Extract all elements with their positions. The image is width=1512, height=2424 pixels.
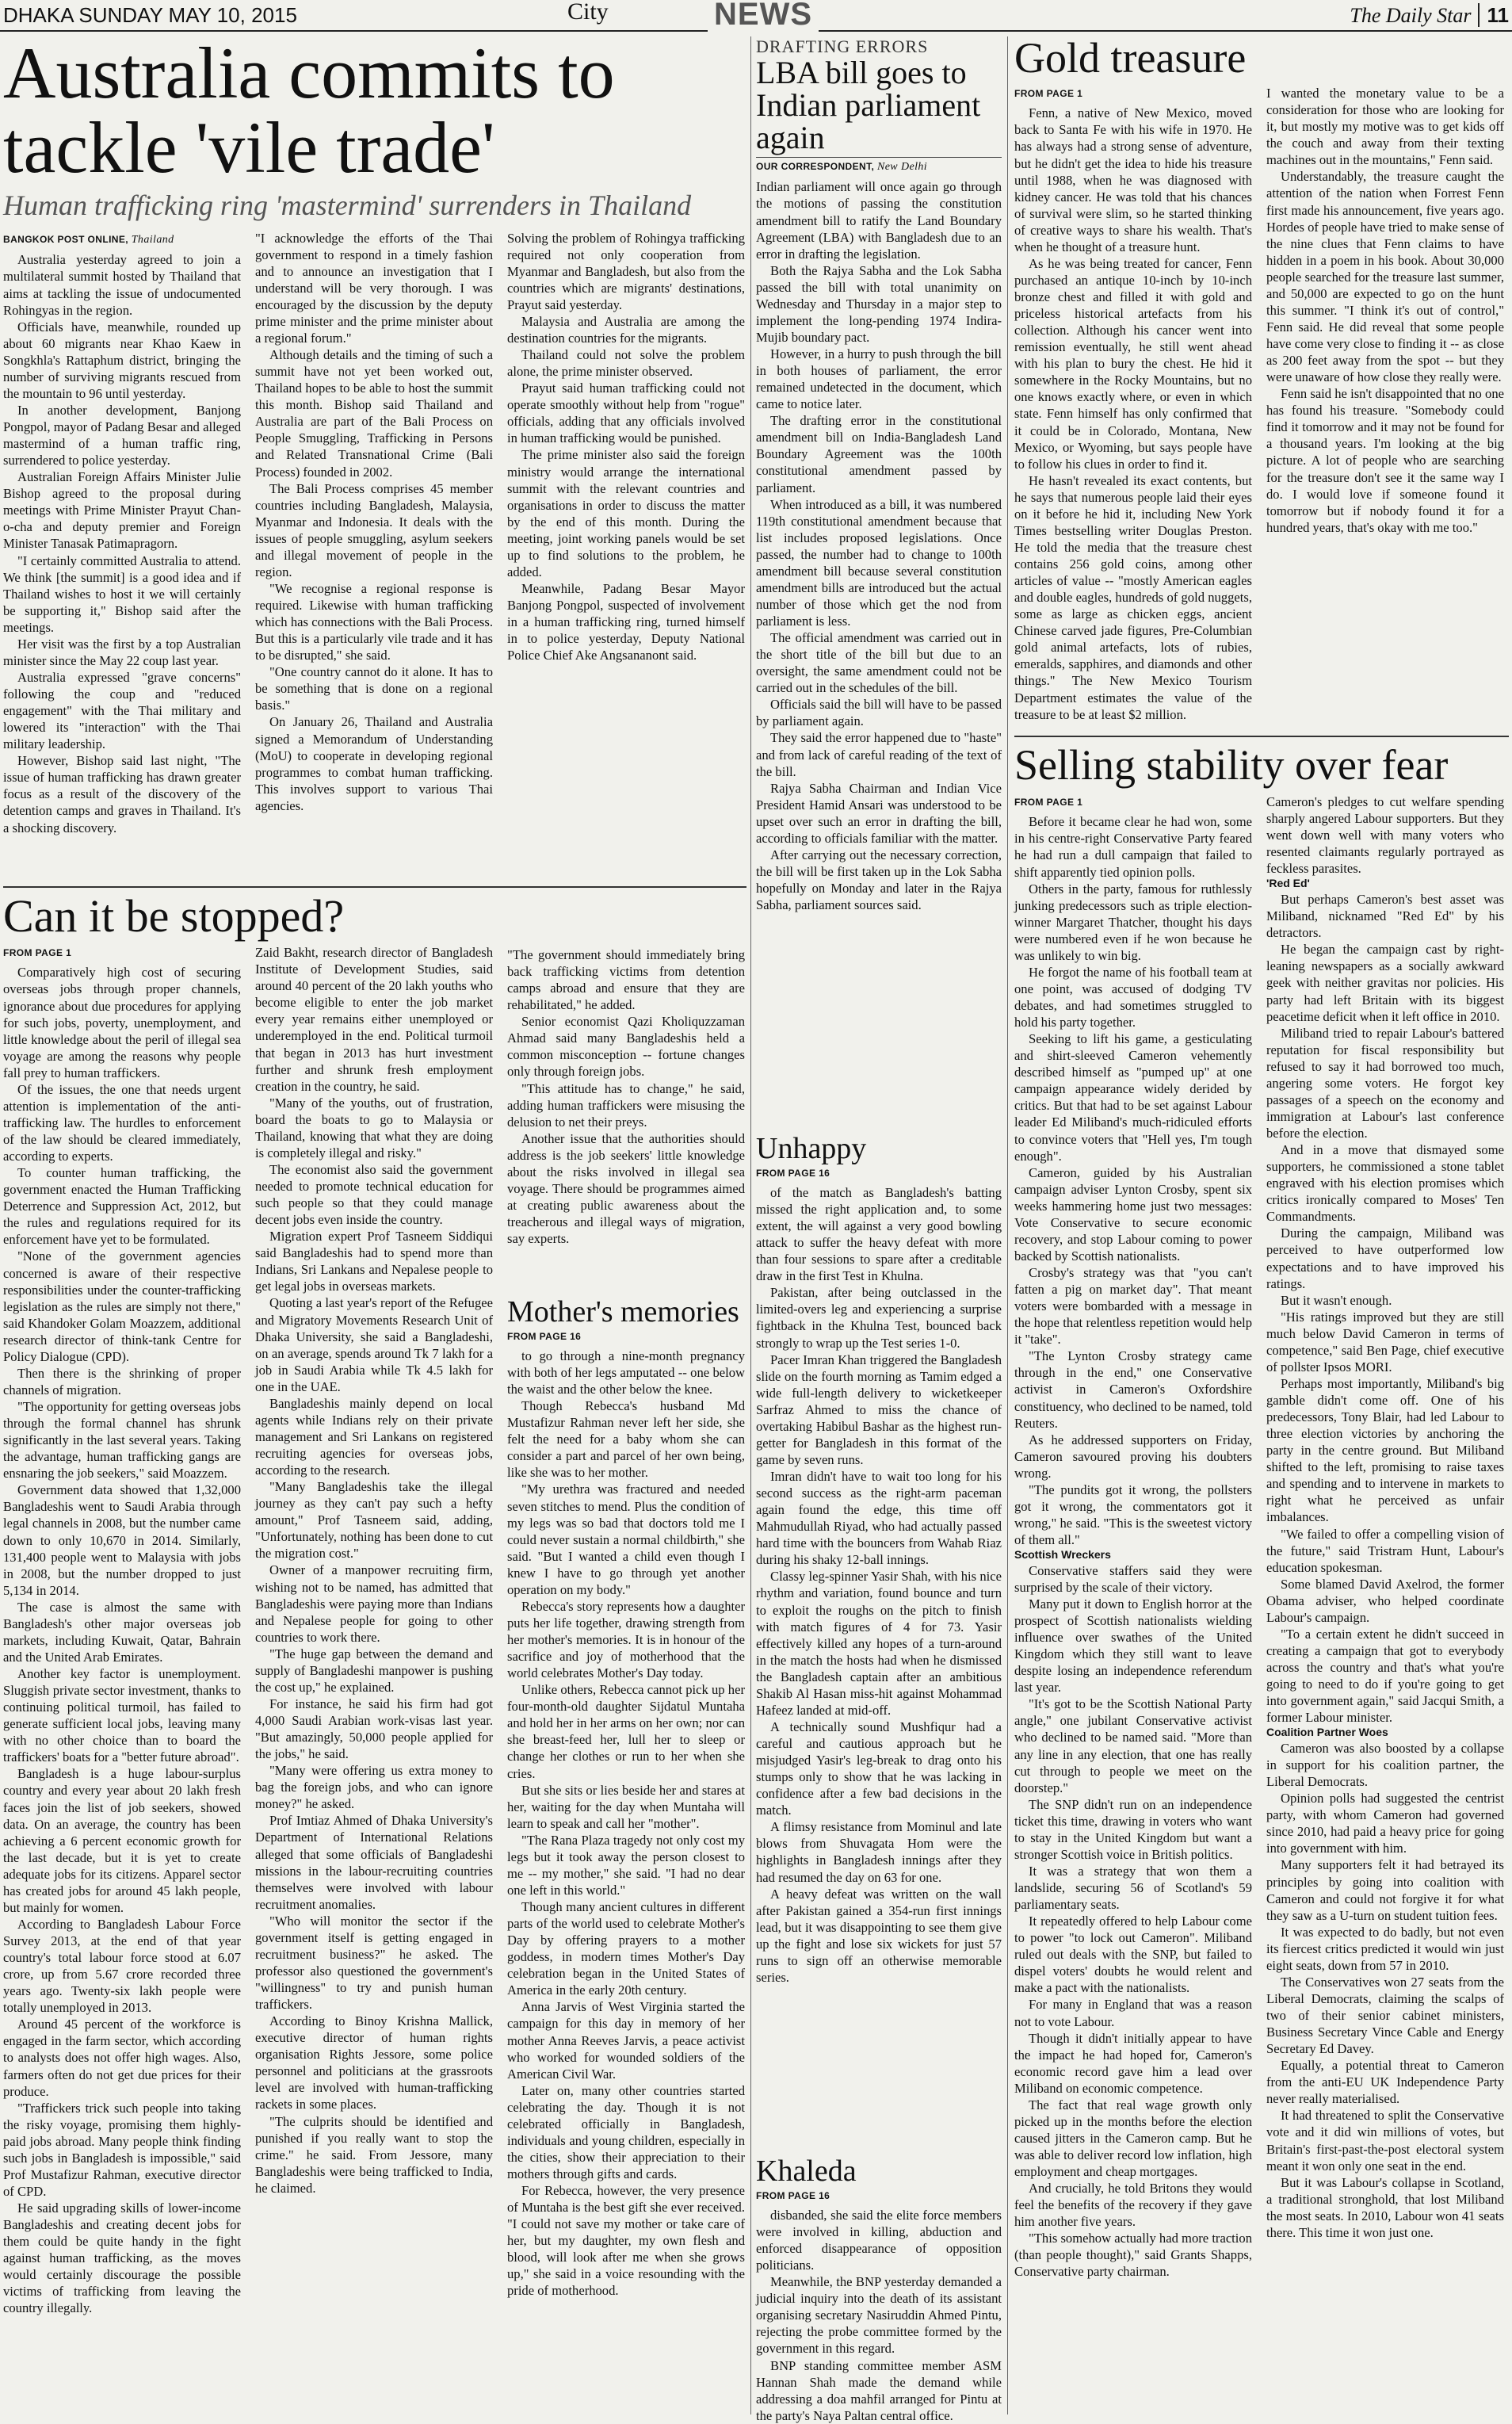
article-australia: [3, 32, 746, 908]
paragraph: Perhaps most importantly, Miliband's big gamble didn't come off. One of his predecessors, Tony Blair, had led Labour to three election victories by anchoring the party in the centre ground. But Miliband shifted to the left, promising to raise taxes and spending and to intervene in markets to right what he perceived as unfair imbalances.: [1266, 1375, 1504, 1525]
article-khaleda: [756, 2154, 1002, 2423]
paragraph: Comparatively high cost of securing overseas jobs through proper channels, ignorance about due procedures for applying for such jobs, poverty, unemployment, and little knowledge about the peril of illegal sea voyage are among the reasons why people fall prey to human traffickers.: [3, 965, 241, 1080]
paragraph: Australia yesterday agreed to join a multilateral summit hosted by Thailand that aims at tackling the issue of undocumented Rohingyas in the region.: [3, 252, 241, 318]
paragraph: A flimsy resistance from Mominul and late blows from Shuvagata Hom were the highlights in Bangladesh innings after they had resumed the day on 63 for one.: [756, 1819, 1002, 1885]
article-mothers: [507, 1297, 745, 2418]
byline-khaleda: FROM PAGE 16: [756, 2189, 830, 2201]
headline-mothers: Mother's memories: [507, 1295, 739, 1329]
paragraph: Officials have, meanwhile, rounded up about 60 migrants near Khao Kaew in Songkhla's Rattaphum district, bringing the number of surviving migrants rescued from the mountain to 96 until yesterday.: [3, 319, 241, 401]
byline-australia: [3, 233, 241, 247]
kicker-lba: DRAFTING ERRORS: [756, 36, 929, 56]
divider: [1014, 736, 1509, 737]
paragraph: For instance, he said his firm had got 4,000 Saudi Arabian work-visas last year. "But amazingly, 50,000 people applied for the jobs," he said.: [255, 1696, 493, 1762]
subhead: 'Red Ed': [1266, 877, 1310, 890]
headline-unhappy: Unhappy: [756, 1132, 867, 1165]
selling-columns: [1014, 793, 1509, 2411]
byline-australia-source: BANGKOK POST ONLINE,: [3, 233, 129, 245]
paragraph: BNP standing committee member ASM Hannan Shah made the demand while addressing a doa mahfil arranged for Pintu at the party's Naya Paltan central office.: [756, 2357, 1002, 2423]
paragraph: It was a strategy that won them a landslide, securing 56 of Scotland's 59 parliamentary seats.: [1014, 1863, 1252, 1913]
byline-lba-location: New Delhi: [876, 161, 928, 174]
paragraph: Senior economist Qazi Kholiquzzaman Ahmad said many Bangladeshis held a common misconception -- fortune changes only through foreign jobs.: [507, 1014, 745, 1080]
paragraph: Some blamed David Axelrod, the former Obama adviser, who helped coordinate Labour's campaign.: [1266, 1576, 1504, 1625]
paragraph: Bangladeshis mainly depend on local agents while Indians rely on their private management and Sri Lankans on registered recruiting agencies for overseas jobs, according to the research.: [255, 1395, 493, 1478]
paragraph: Before it became clear he had won, some in his centre-right Conservative Party feared he had run a dull campaign that failed to shift apparently tied opinion polls.: [1014, 814, 1252, 880]
paragraph: Unlike others, Rebecca cannot pick up her four-month-old daughter Sijdatul Muntaha and hold her in her arms on her own; nor can she breast-feed her, lull her to sleep or change her clothes or run to her when she cries.: [507, 1682, 745, 1781]
paragraph: "This attitude has to change," he said, adding human traffickers were misusing the delusion to net their preys.: [507, 1080, 745, 1130]
paragraph: Equally, a potential threat to Cameron from the anti-EU UK Independence Party never really materialised.: [1266, 2058, 1504, 2107]
paragraph: Quoting a last year's report of the Refugee and Migratory Movements Research Unit of Dhaka University, she said a Bangladeshi, on an average, spends around Tk 7 lakh for a job in Saudi Arabia while Tk 4.5 lakh for one in the UAE.: [255, 1295, 493, 1394]
paragraph: And crucially, he told Britons they would feel the benefits of the recovery if they gave him another five years.: [1014, 2181, 1252, 2230]
australia-columns: [3, 230, 746, 905]
byline-lba: [756, 157, 1002, 174]
subhead: Coalition Partner Woes: [1266, 1726, 1388, 1739]
gold-columns: [1014, 85, 1509, 728]
paragraph: He began the campaign cast by right-leaning newspapers as a socially awkward geek with neither gravitas nor policies. His party had left Britain with its biggest peacetime deficit when it left office in 2010.: [1266, 942, 1504, 1024]
article-gold: [1014, 36, 1509, 734]
stopped-col-1: [3, 944, 241, 2407]
paragraph: They said the error happened due to "haste" and from lack of careful reading of the text of the bill.: [756, 730, 1002, 779]
paragraph: For Rebecca, however, the very presence of Muntaha is the best gift she ever received. "I could not save my mother or take care of her, but my daughter, my own flesh and blood, will look after me when she grows up," she said in a voice resounding with the pride of motherhood.: [507, 2183, 745, 2299]
paragraph: Prof Imtiaz Ahmed of Dhaka University's Department of International Relations alleged that some officials of Bangladeshi missions in the labour-recruiting countries themselves were involved with labour recruitment anomalies.: [255, 1813, 493, 1912]
paragraph: "The Lynton Crosby strategy came through in the end," one Conservative activist in Cameron's Oxfordshire constituency, who declined to be named, told Reuters.: [1014, 1348, 1252, 1431]
paragraph: The prime minister also said the foreign ministry would arrange the international summit with the relevant countries and organisations in order to discuss the matter by the end of this month. During the meeting, joint working panels would be set up to find solutions to the problem, he added.: [507, 447, 745, 579]
byline-selling: FROM PAGE 1: [1014, 797, 1083, 809]
paragraph: Thailand could not solve the problem alone, the prime minister observed.: [507, 347, 745, 380]
paragraph: But it was Labour's collapse in Scotland, a traditional stronghold, that lost Miliband the most seats. In 2010, Labour won 41 seats there. This time it won just one.: [1266, 2174, 1504, 2240]
byline-australia-location: Thailand: [131, 233, 174, 246]
paragraph: Both the Rajya Sabha and the Lok Sabha passed the bill with total unanimity on Wednesday and Thursday in a major step to implement the long-pending 1974 Indira-Mujib boundary pact.: [756, 262, 1002, 345]
paragraph: The SNP didn't run on an independence ticket this time, drawing in voters who want to stay in the United Kingdom but want a stronger Scottish voice in British politics.: [1014, 1796, 1252, 1862]
paragraph: "The culprits should be identified and punished if you really want to stop the crime." he said. From Jessore, many Bangladeshis were being trafficked to India, he claimed.: [255, 2113, 493, 2196]
paragraph: "I certainly committed Australia to attend. We think [the summit] is a good idea and if Thailand wishes to host it we will certainly be supporting it," Bishop said after the meetings.: [3, 552, 241, 635]
byline-lba-source: OUR CORRESPONDENT,: [756, 161, 875, 173]
paper-name: [1350, 3, 1509, 28]
paragraph: "We recognise a regional response is required. Likewise with human trafficking which has connections with the Bali Process. But this is a particularly vile trade and it has to be disrupted," she said.: [255, 580, 493, 663]
paragraph: To counter human trafficking, the government enacted the Human Trafficking Deterrence and Suppression Act, 2012, but the rules and regulations required for its enforcement have yet to be formulated.: [3, 1165, 241, 1248]
column-rule: [1007, 36, 1008, 2414]
paragraph: "Many of the youths, out of frustration, board the boats to go to Malaysia or Thailand, knowing that what they are doing is completely illegal and risky.": [255, 1095, 493, 1160]
selling-col-2: [1266, 793, 1504, 2411]
paragraph: Miliband tried to repair Labour's battered reputation for fiscal responsibility but refused to say it had borrowed too much, angering some voters. He forgot key passages of a speech on the economy and immigration at Labour's last conference before the election.: [1266, 1025, 1504, 1141]
paragraph: A heavy defeat was written on the wall after Pakistan gained a 354-run first innings lead, but it was disappointing to see them give up the fight and lose six wickets for just 57 runs to sign off an otherwise memorable series.: [756, 1886, 1002, 1985]
stopped-col-3: [507, 946, 745, 1295]
paragraph: However, Bishop said last night, "The issue of human trafficking has drawn greater focus as a result of the discovery of the detention camps and graves in Thailand. It's a shocking discovery.: [3, 753, 241, 835]
paragraph: "The pundits got it wrong, the pollsters got it wrong, the commentators got it wrong," he said. "This is the sweetest victory of them all.": [1014, 1482, 1252, 1547]
paragraph: Later on, many other countries started celebrating the day. Though it is not celebrated officially in Bangladesh, individuals and young children, especially in the cities, show their appreciation to their mothers through gifts and cards.: [507, 2082, 745, 2182]
stopped-col-2: [255, 944, 493, 2407]
paragraph: Understandably, the treasure caught the attention of the nation when Forrest Fenn first made his announcement, five years ago. Hordes of people have tried to make sense of the nine clues that Fenn claims to have hidden in a poem in his book. About 30,000 people searched for the treasure last summer, and 50,000 are expected to go on the hunt this summer. "I think it's out of control," Fenn said. He did reveal that some people have come very close to finding it -- as close as 200 feet away from the spot -- but they were unaware of how close they really were.: [1266, 169, 1504, 385]
lba-col: [756, 178, 1002, 1114]
paragraph: In another development, Banjong Pongpol, mayor of Padang Besar and alleged mastermind of a human traffic ring, surrendered to police yesterday.: [3, 402, 241, 468]
paragraph: And in a move that dismayed some supporters, he commissioned a stone tablet engraved with his election promises which critics ironically compared to Moses' Ten Commandments.: [1266, 1142, 1504, 1225]
paragraph: Opinion polls had suggested the centrist party, with whom Cameron had governed since 2010, had paid a heavy price for going into government with him.: [1266, 1791, 1504, 1856]
paragraph: Malaysia and Australia are among the destination countries for the migrants.: [507, 313, 745, 346]
paragraph: Anna Jarvis of West Virginia started the campaign for this day in memory of her mother Anna Reeves Jarvis, a peace activist who worked for wounded soldiers of the American Civil War.: [507, 1999, 745, 2082]
paragraph: Although details and the timing of such a summit have not yet been worked out, Thailand hopes to be able to host the summit this month. Bishop said Thailand and Australia are part of the Bali Process on People Smuggling, Trafficking in Persons and Related Transnational Crime (Bali Process) founded in 2002.: [255, 347, 493, 480]
headline-lba: LBA bill goes to Indian parliament again: [756, 55, 981, 155]
gold-col-2: [1266, 85, 1504, 728]
stopped-columns: [3, 944, 501, 2407]
paragraph: Many supporters felt it had betrayed its principles by going into coalition with Cameron and could not forgive it for what they saw as a U-turn on student tuition fees.: [1266, 1857, 1504, 1923]
byline-unhappy: FROM PAGE 16: [756, 1167, 830, 1179]
paragraph: "My urethra was fractured and needed seven stitches to mend. Plus the condition of my legs was so bad that doctors told me I could never sustain a normal childbirth," she said. "But I wanted a child even though I knew I have to go through yet another operation on my body.": [507, 1482, 745, 1597]
paragraph: Cameron's pledges to cut welfare spending sharply angered Labour supporters. But they went down well with many voters who resented claimants regularly portrayed as feckless parasites.: [1266, 794, 1504, 877]
paragraph: He said upgrading skills of lower-income Bangladeshis and creating decent jobs for them could be quite handy in the fight against human trafficking, as the moves would certainly discourage the possible victims of trafficking from leaving the country illegally.: [3, 2200, 241, 2316]
paragraph: The economist also said the government needed to promote technical education for such people so that they could manage decent jobs even inside the country.: [255, 1161, 493, 1228]
paragraph: Around 45 percent of the workforce is engaged in the farm sector, which according to analysts does not offer high wages. Also, farmers often do not get due prices for their produce.: [3, 2017, 241, 2099]
subhead: Scottish Wreckers: [1014, 1548, 1111, 1562]
paragraph: The fact that real wage growth only picked up in the months before the election caused jitters in the Cameron camp. But he was able to deliver record low inflation, high employment and cheap mortgages.: [1014, 2097, 1252, 2180]
headline-stopped: Can it be stopped?: [3, 890, 345, 942]
selling-col-1: [1014, 793, 1252, 2411]
paragraph: "This somehow actually had more traction (than people thought)," said Grants Shapps, Conservative party chairman.: [1014, 2231, 1252, 2280]
deck-australia: Human trafficking ring 'mastermind' surrenders in Thailand: [3, 189, 692, 221]
paragraph: For many in England that was a reason not to vote Labour.: [1014, 1997, 1252, 2029]
paragraph: Officials said the bill will have to be passed by parliament again.: [756, 697, 1002, 729]
paragraph: Fenn, a native of New Mexico, moved back to Santa Fe with his wife in 1970. He has always had a strong sense of adventure, but he didn't get the idea to hide his treasure until 1988, when he was diagnosed with kidney cancer. He was told that his chances of survival were slim, so he started thinking of creative ways to share his wealth. That's when he thought of a treasure hunt.: [1014, 105, 1252, 254]
paragraph: Cameron, guided by his Australian campaign adviser Lynton Crosby, spent six weeks hammering home just two messages: Vote Conservative to secure economic recovery, and stop Labour coming to power backed by Scottish nationalists.: [1014, 1164, 1252, 1264]
paragraph: It repeatedly offered to help Labour come to power "to lock out Cameron". Miliband ruled out deals with the SNP, but failed to dispel voters' doubts he would relent and make a pact with the nationalists.: [1014, 1914, 1252, 1996]
headline-gold: Gold treasure: [1014, 34, 1247, 82]
byline-gold: FROM PAGE 1: [1014, 88, 1083, 100]
paragraph: During the campaign, Miliband was perceived to have outperformed low expectations and to have improved his ratings.: [1266, 1225, 1504, 1291]
paragraph: "To a certain extent he didn't succeed in creating a campaign that got to everybody across the country and that's what you're going to need to do if you're going to get into government again," said Jacqui Smith, a former Labour minister.: [1266, 1626, 1504, 1726]
article-unhappy: [756, 1134, 1002, 2156]
paragraph: He forgot the name of his football team at one point, was accused of dodging TV debates, and had sometimes struggled to hold his party together.: [1014, 964, 1252, 1030]
paragraph: Migration expert Prof Tasneem Siddiqui said Bangladeshis had to spend more than Indians, Sri Lankans and Nepalese people to get legal jobs in overseas markets.: [255, 1229, 493, 1294]
byline-stopped: FROM PAGE 1: [3, 947, 72, 959]
article-selling: [1014, 741, 1509, 2418]
stopped-continued: [507, 946, 745, 1295]
paragraph: Though it didn't initially appear to have the impact he had hoped for, Cameron's economic record gave him a lead over Miliband on economic competence.: [1014, 2030, 1252, 2096]
paragraph: As he was being treated for cancer, Fenn purchased an antique 10-inch by 10-inch bronze chest and filled it with gold and priceless historical artefacts from his collection. Although his cancer went into remission eventually, he still went ahead with his plan to bury the chest. He hid it somewhere in the Rocky Mountains, but no one knows exactly where, or even in which state. Fenn himself has only confirmed that it could be in Colorado, Montana, New Mexico, or Wyoming, but says people have to follow his clues in order to find it.: [1014, 255, 1252, 472]
paragraph: Rajya Sabha Chairman and Indian Vice President Hamid Ansari was understood to be upset over such an error in drafting the bill, according to officials familiar with the matter.: [756, 780, 1002, 846]
paragraph: Then there is the shrinking of proper channels of migration.: [3, 1365, 241, 1397]
paragraph: "It's got to be the Scottish National Party angle," one jubilant Conservative activist who declined to be named said. "More than any line in any election, that one has really cut through to people we meet on the doorstep.": [1014, 1696, 1252, 1795]
paragraph: Another key factor is unemployment. Sluggish private sector investment, thanks to continuing political turmoil, has failed to generate sufficient local jobs, leaving many with no other choice than to board the traffickers' boats for a "better future abroad".: [3, 1666, 241, 1765]
paragraph: Conservative staffers said they were surprised by the scale of their victory.: [1014, 1562, 1252, 1595]
paper-name-text: The Daily Star: [1350, 4, 1472, 27]
paragraph: of the match as Bangladesh's batting missed the right application and, to some extent, the will against a very good bowling attack to suffer the heavy defeat with more than four sessions to spare after a creditable draw in the first Test in Khulna.: [756, 1184, 1002, 1284]
paragraph: But it wasn't enough.: [1281, 1292, 1392, 1308]
mothers-col: [507, 1331, 745, 2409]
paragraph: "Many Bangladeshis take the illegal journey as they can't pay such a hefty amount," Prof Tasneem said, adding, "Unfortunately, nothing has been done to cut the migration cost.": [255, 1479, 493, 1562]
article-lba: [756, 36, 1002, 1130]
masthead: [0, 0, 1512, 32]
paragraph: disbanded, she said the elite force members were involved in killing, abduction and enforced disappearance of opposition politicians.: [756, 2207, 1002, 2273]
paragraph: "His ratings improved but they are still much below David Cameron in terms of competence," said Ben Page, chief executive of pollster Ipsos MORI.: [1266, 1309, 1504, 1374]
paragraph: Cameron was also boosted by a collapse in support for his coalition partner, the Liberal Democrats.: [1266, 1741, 1504, 1790]
gold-col-1: [1014, 85, 1252, 728]
paragraph: But she sits or lies beside her and stares at her, waiting for the day when Muntaha will learn to speak and call her "mother".: [507, 1782, 745, 1831]
paragraph: "Who will monitor the sector if the government itself is getting engaged in recruitment business?" he asked. The professor also questioned the government's "willingness" to try and punish human traffickers.: [255, 1913, 493, 2013]
paragraph: to go through a nine-month pregnancy with both of her legs amputated -- one below the waist and the other below the knee.: [507, 1348, 745, 1397]
paragraph: The official amendment was carried out in the short title of the bill but due to an oversight, the same amendment could not be carried out in the schedules of the bill.: [756, 630, 1002, 696]
australia-col-2: [255, 230, 493, 905]
paragraph: The case is almost the same with Bangladesh's other major overseas job markets, including Kuwait, Qatar, Bahrain and the United Arab Emirates.: [3, 1599, 241, 1665]
paragraph: Pakistan, after being outclassed in the limited-overs leg and experiencing a surprise fightback in the Khulna Test, bounced back strongly to wrap up the Test series 1-0.: [756, 1285, 1002, 1351]
paragraph: It was expected to do badly, but not even its fiercest critics predicted it would win just eight seats, down from 57 in 2010.: [1266, 1924, 1504, 1973]
paragraph: Solving the problem of Rohingya trafficking required not only cooperation from Myanmar and Bangladesh, but also from the countries which are migrants' destinations, Prayut said yesterday.: [507, 230, 745, 312]
paragraph: "We failed to offer a compelling vision of the future," said Tristram Hunt, Labour's education spokesman.: [1266, 1526, 1504, 1575]
paragraph: Of the issues, the one that needs urgent attention is implementation of the anti-trafficking law. The hurdles to enforcement of the law should be cleared immediately, according to experts.: [3, 1081, 241, 1164]
paragraph: He hasn't revealed its exact contents, but he says that numerous people laid their eyes on it before he hid it, including New York Times bestselling writer Douglas Preston. He told the media that the treasure chest contains 256 gold coins, among other articles of value -- "mostly American eagles and double eagles, hundreds of gold nuggets, some as large as chicken eggs, ancient Chinese carved jade figures, Pre-Columbian gold animal artefacts, lots of rubies, emeralds, sapphires, and diamonds and other things." The New Mexico Tourism Department estimates the value of the treasure to be at least $2 million.: [1014, 472, 1252, 722]
news-label: NEWS: [708, 0, 819, 32]
paragraph: Seeking to lift his game, a gesticulating and shirt-sleeved Cameron vehemently described himself as "pumped up" at one campaign appearance widely derided by critics. But that had to be set against Labour leader Ed Miliband's much-ridiculed efforts to convince voters that "Hell yes, I'm tough enough".: [1014, 1031, 1252, 1164]
paragraph: Though many ancient cultures in different parts of the world used to celebrate Mother's Day by offering prayers to a mother goddess, in modern times Mother's Day celebration began in the United States of America in the early 20th century.: [507, 1899, 745, 1998]
paragraph: Australia expressed "grave concerns" following the coup and "reduced engagement" with the Thai military and lowered its "interaction" with the Thai military leadership.: [3, 669, 241, 752]
paragraph: The Bali Process comprises 45 member countries including Bangladesh, Malaysia, Myanmar and Indonesia. It deals with the issues of people smuggling, asylum seekers and illegal movement of people in the region.: [255, 480, 493, 579]
paragraph: Australian Foreign Affairs Minister Julie Bishop agreed to the proposal during meetings with Prime Minister Prayut Chan-o-cha and deputy premier and Foreign Minister Tanasak Patimapragorn.: [3, 469, 241, 552]
khaleda-col: [756, 2189, 1002, 2423]
paragraph: Meanwhile, the BNP yesterday demanded a judicial inquiry into the death of its assistant organising secretary Nasiruddin Ahmed Pintu, rejecting the probe committee formed by the government in this regard.: [756, 2274, 1002, 2357]
paragraph: When introduced as a bill, it was numbered 119th constitutional amendment because that list includes proposed legislations. Once passed, the number had to change to 100th amendment bill because several constitution amendment bills are introduced but the actual number of those which get the nod from parliament is less.: [756, 496, 1002, 629]
paragraph: Indian parliament will once again go through the motions of passing the constitution amendment bill to ratify the Land Boundary Agreement (LBA) with Bangladesh due to an error in drafting the legislation.: [756, 179, 1002, 262]
headline-khaleda: Khaleda: [756, 2154, 857, 2188]
paragraph: The drafting error in the constitutional amendment bill on India-Bangladesh Land Boundary Agreement was the 100th constitutional amendment passed by parliament.: [756, 413, 1002, 495]
paragraph: Others in the party, famous for ruthlessly junking predecessors such as triple election-winner Margaret Thatcher, thought his days were numbered even if he won because he was unlikely to win big.: [1014, 881, 1252, 963]
paragraph: Fenn said he isn't disappointed that no one has found his treasure. "Somebody could find it tomorrow and it may not be found for a thousand years. I'm looking at the big picture. A lot of people who are searching for the treasure don't see it the same way I do. I would love if someone found it tomorrow but if nobody found it for a hundred years, that's okay with me too.": [1266, 386, 1504, 535]
paragraph: After carrying out the necessary correction, the bill will be first taken up in the Lok Sabha hopefully on Monday and later in the Rajya Sabha, parliament sources said.: [756, 847, 1002, 913]
paragraph: Crosby's strategy was that "you can't fatten a pig on market day". That meant voters were bombarded with a message in the hope that relentless repetition would help it "take".: [1014, 1265, 1252, 1348]
paragraph: Zaid Bakht, research director of Bangladesh Institute of Development Studies, said around 40 percent of the 20 lakh youths who become eligible to enter the job market every year remains either unemployed or underemployed in the end. Political turmoil that began in 2013 has hurt investment further and shrunk fresh employment creation in the country, he said.: [255, 945, 493, 1094]
paragraph: I wanted the monetary value to be a consideration for those who are looking for it, but mostly my motive was to get kids off the couch and away from their texting machines out in the mountains," Fenn said.: [1266, 86, 1504, 168]
paragraph: Rebecca's story represents how a daughter puts her life together, drawing strength from her mother's memories. It is in honour of the sacrifice and joy of motherhood that the world celebrates Mother's Day today.: [507, 1598, 745, 1681]
paragraph: A technically sound Mushfiqur had a careful and cautious approach but he misjudged Yasir's leg-break to drag onto his stumps only to show that he was lacking in confidence after a few bad decisions in the match.: [756, 1719, 1002, 1818]
paragraph: Meanwhile, Padang Besar Mayor Banjong Pongpol, suspected of involvement in a human trafficking ring, turned himself in to police yesterday, Deputy National Police Chief Ake Angsananont said.: [507, 580, 745, 663]
paragraph: According to Bangladesh Labour Force Survey 2013, at the end of that year country's total labour force stood at 6.07 crore, up from 5.67 crore recorded three years ago. Twenty-six lakh people were totally unemployed in 2013.: [3, 1916, 241, 2016]
australia-col-3: [507, 230, 745, 905]
headline-selling: Selling stability over fear: [1014, 741, 1449, 789]
column-rule: [750, 36, 751, 2414]
paragraph: Though Rebecca's husband Md Mustafizur Rahman never left her side, she felt the need for a baby whom she can consider a part and parcel of her own being, like she was to her mother.: [507, 1398, 745, 1481]
paragraph: As he addressed supporters on Friday, Cameron savoured proving his doubters wrong.: [1014, 1432, 1252, 1481]
byline-mothers: FROM PAGE 16: [507, 1330, 582, 1342]
paragraph: "None of the government agencies concerned is aware of their respective responsibilities under the counter-trafficking legislation as the rules are simply not there," said Khandoker Golam Moazzem, additional research director of think-tank Centre for Policy Dialogue (CPD).: [3, 1248, 241, 1364]
headline-australia: Australia commits to tackle 'vile trade': [3, 32, 615, 188]
paragraph: "The huge gap between the demand and supply of Bangladeshi manpower is pushing the cost up," he explained.: [255, 1646, 493, 1695]
paragraph: The Conservatives won 27 seats from the Liberal Democrats, claiming the scalps of two of their senior cabinet ministers, Business Secretary Vince Cable and Energy Secretary Ed Davey.: [1266, 1974, 1504, 2057]
paragraph: Government data showed that 1,32,000 Bangladeshis went to Saudi Arabia through legal channels in 2008, but the number came down to only 10,670 in 2014. Similarly, 131,400 people went to Malaysia with jobs in 2008, but the number dropped to just 5,134 in 2014.: [3, 1482, 241, 1598]
divider: [3, 886, 746, 888]
section-label: City: [567, 0, 609, 25]
paragraph: Imran didn't have to wait too long for his second success as the right-arm paceman again found the edge, this time off Mahmudullah Riyad, who had actually passed hard time with the bouncers from Wahab Riaz during his shaky 12-ball innings.: [756, 1469, 1002, 1568]
paragraph: Bangladesh is a huge labour-surplus country and every year about 20 lakh fresh faces join the list of job seekers, showed data. On an average, the country has been achieving a 6 percent economic growth for the last decade, but it is yet to create adequate jobs for its citizens. Apparel sector has created jobs for around 45 lakh people, but mainly for women.: [3, 1766, 241, 1915]
paragraph: Classy leg-spinner Yasir Shah, with his nice rhythm and variation, found bounce and turn to exploit the roughs on the pitch to finish with match figures of 4 for 73. Yasir effectively killed any hopes of a turn-around in the match the hosts had when he dismissed the Bangladesh captain after an ambitious Shakib Al Hasan miss-hit against Mohammad Hafeez landed at mid-off.: [756, 1569, 1002, 1718]
paragraph: "The opportunity for getting overseas jobs through the formal channel has shrunk significantly in the last several years. Taking the advantage, human trafficking gangs are ensnaring the job seekers," said Moazzem.: [3, 1399, 241, 1482]
paragraph: Her visit was the first by a top Australian minister since the May 22 coup last year.: [3, 636, 241, 668]
paragraph: According to Binoy Krishna Mallick, executive director of human rights organisation Rights Jessore, some police personnel and politicians at the grassroots level are involved with human-trafficking rackets in some places.: [255, 2013, 493, 2112]
paragraph: "The Rana Plaza tragedy not only cost my legs but it took away the person closest to me -- my mother," she said. "I had no dear one left in this world.": [507, 1832, 745, 1898]
paragraph: Prayut said human trafficking could not operate smoothly without help from "rogue" officials, adding that any officials involved in human trafficking would be punished.: [507, 380, 745, 446]
unhappy-col: [756, 1168, 1002, 2143]
paragraph: "One country cannot do it alone. It has to be something that is done on a regional basis.": [255, 664, 493, 713]
paragraph: However, in a hurry to push through the bill in both houses of parliament, the error remained undetected in the document, which came to notice later.: [756, 346, 1002, 412]
paragraph: "Traffickers trick such people into taking the risky voyage, promising them highly-paid jobs abroad. Many people think finding such jobs in Bangladesh is impossible," said Prof Mustafizur Rahman, executive director of CPD.: [3, 2100, 241, 2199]
edition-date: DHAKA SUNDAY MAY 10, 2015: [3, 3, 297, 27]
paragraph: It had threatened to split the Conservative vote and it did win millions of votes, but Britain's first-past-the-post electoral system meant it won only one seat in the end.: [1266, 2108, 1504, 2174]
paragraph: On January 26, Thailand and Australia signed a Memorandum of Understanding (MoU) to cooperate in developing regional programmes to combat human trafficking. This involves support to various Thai agencies.: [255, 714, 493, 813]
paragraph: Another issue that the authorities should address is the job seekers' little knowledge about the risks involved in illegal sea voyage. There should be programmes aimed at creating public awareness about the treacherous and illegal ways of migration, say experts.: [507, 1130, 745, 1247]
paragraph: But perhaps Cameron's best asset was Miliband, nicknamed "Red Ed" by his detractors.: [1266, 892, 1504, 941]
page-number: 11: [1478, 3, 1510, 27]
paragraph: Many put it down to English horror at the prospect of Scottish nationalists wielding influence over swathes of the United Kingdom which they still want to leave despite losing an independence referendum last year.: [1014, 1596, 1252, 1696]
article-stopped: [3, 890, 501, 2418]
paragraph: "I acknowledge the efforts of the Thai government to respond in a timely fashion and to announce an investigation that I understand will be very thorough. I was encouraged by the discussion by the deputy prime minister and the prime minister about a regional forum.": [255, 230, 493, 346]
australia-col-1: [3, 230, 241, 905]
paragraph: "Many were offering us extra money to bag the foreign jobs, and who can ignore money?" he asked.: [255, 1763, 493, 1812]
paragraph: "The government should immediately bring back trafficking victims from detention camps abroad and ensure that they are rehabilitated," he added.: [507, 947, 745, 1013]
paragraph: Owner of a manpower recruiting firm, wishing not to be named, has admitted that Bangladeshis were paying more than Indians and Nepalese people for going to other countries to work there.: [255, 1562, 493, 1645]
paragraph: Pacer Imran Khan triggered the Bangladesh slide on the fourth morning as Tamim edged a wide full-length delivery to wicketkeeper Sarfraz Ahmed to miss the chance of overtaking Habibul Bashar as the highest run-getter for Bangladesh in this format of the game by seven runs.: [756, 1352, 1002, 1467]
